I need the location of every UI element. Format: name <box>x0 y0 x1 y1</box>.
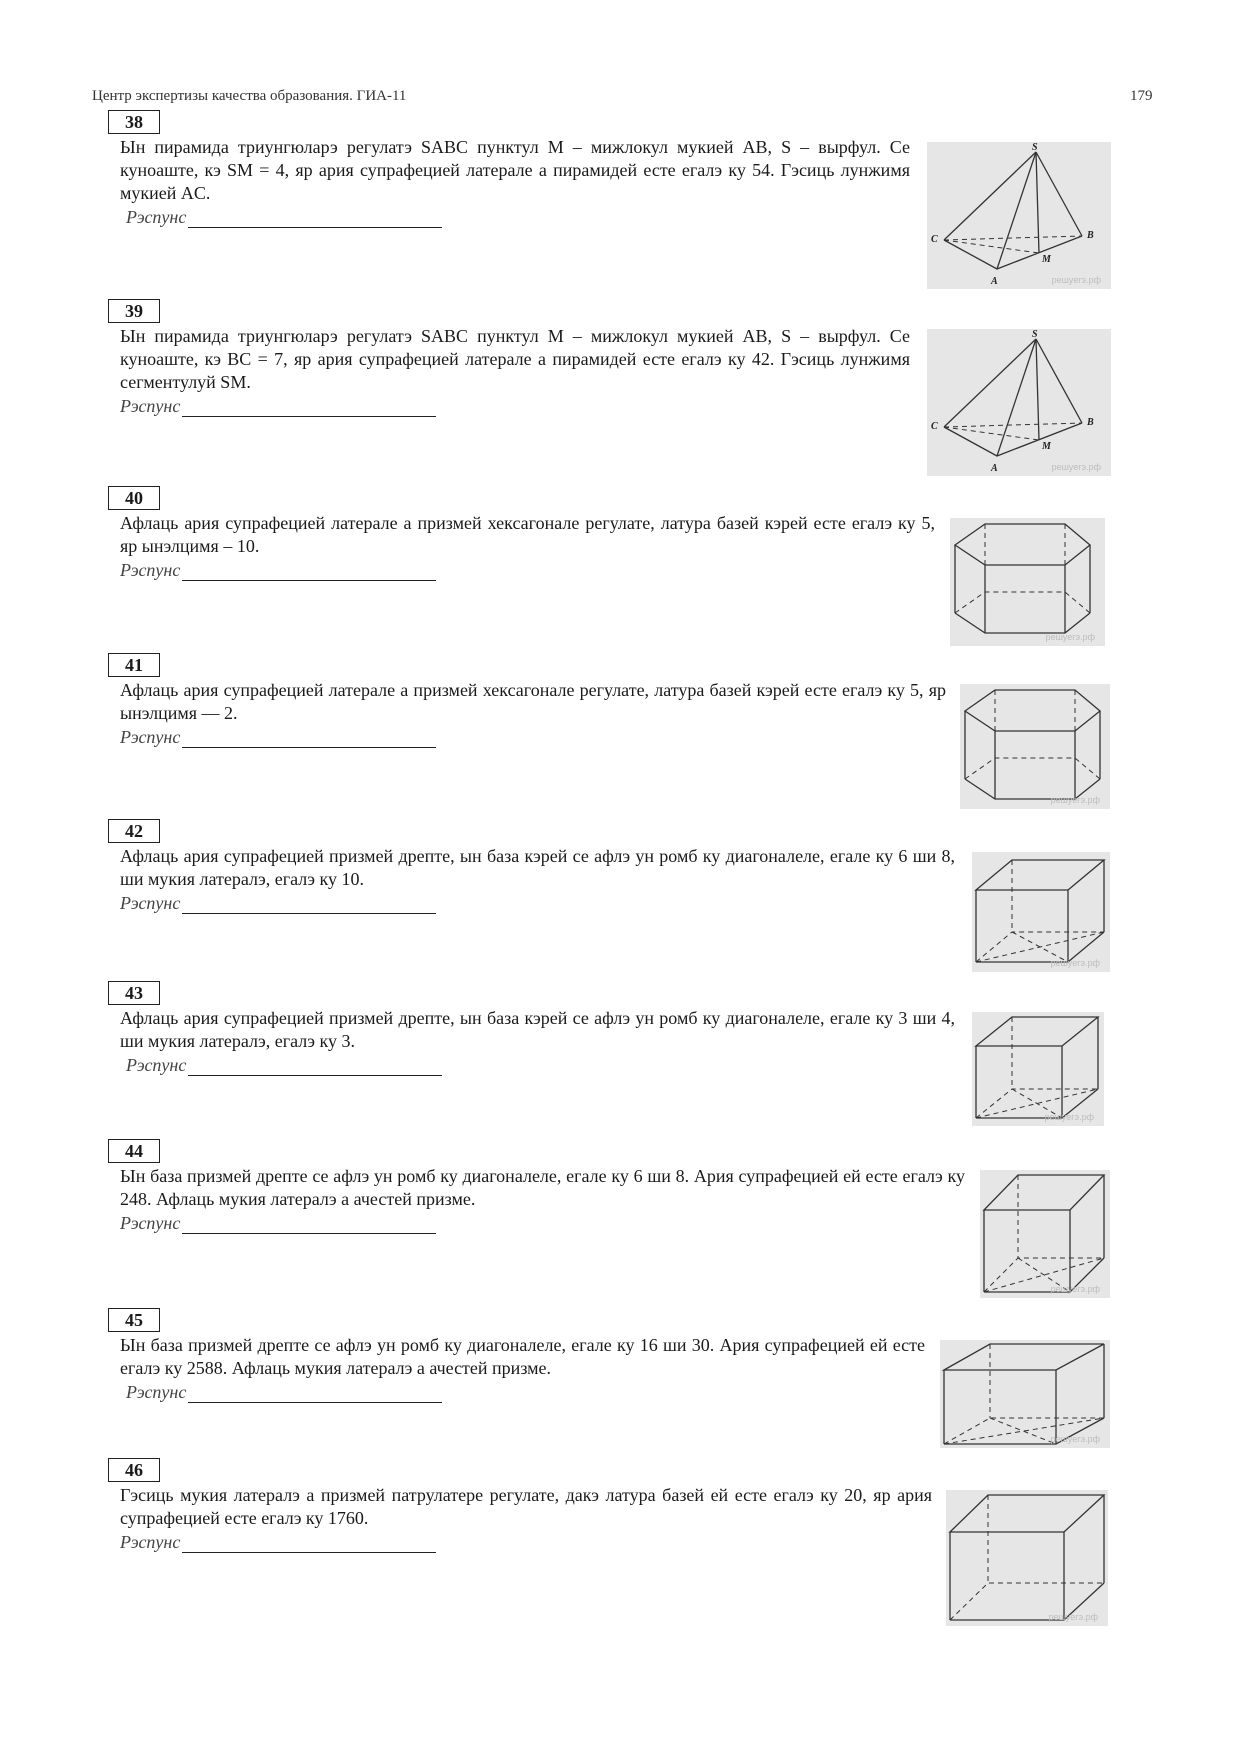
watermark: решуегэ.рф <box>1051 462 1101 472</box>
task-text: Афлаць ария супрафецией призмей дрепте, ын база кэрей се афлэ ун ромб ку диагоналеле, егале ку 6 ши 8, ши мукия латералэ, егалэ ку 10. <box>120 846 955 889</box>
answer-field[interactable] <box>120 1532 436 1553</box>
answer-line[interactable] <box>188 1384 442 1403</box>
hexagonal-prism-figure <box>960 684 1110 809</box>
task-text: Афлаць ария супрафецией призмей дрепте, ын база кэрей се афлэ ун ромб ку диагоналеле, егале ку 3 ши 4, ши мукия латералэ, егалэ ку 3. <box>120 1008 955 1051</box>
square-prism-figure <box>946 1490 1108 1626</box>
watermark: решуегэ.рф <box>1050 958 1100 968</box>
task-text: Гэсиць мукия латералэ а призмей патрулатере регулате, дакэ латура базей ей есте егалэ ку 20, яр ария супрафецией есте егалэ ку 1760. <box>120 1485 932 1528</box>
rhombic-prism-figure <box>980 1170 1110 1298</box>
watermark: решуегэ.рф <box>1048 1612 1098 1622</box>
watermark: решуегэ.рф <box>1050 795 1100 805</box>
task-text: Ын база призмей дрепте се афлэ ун ромб ку диагоналеле, егале ку 16 ши 30. Ария супрафецией ей есте егалэ ку 2588. Афлаць мукия латералэ а ачестей призме. <box>120 1335 925 1378</box>
answer-field[interactable] <box>120 1213 436 1234</box>
answer-field[interactable] <box>126 1055 442 1076</box>
answer-line[interactable] <box>182 398 436 417</box>
task-number: 41 <box>108 653 160 677</box>
vertex-label: M <box>1042 441 1051 452</box>
watermark: решуегэ.рф <box>1050 1284 1100 1294</box>
task-number: 42 <box>108 819 160 843</box>
task-number: 38 <box>108 110 160 134</box>
answer-line[interactable] <box>182 1215 436 1234</box>
pyramid-figure <box>927 142 1111 289</box>
answer-line[interactable] <box>188 1057 442 1076</box>
vertex-label: A <box>991 276 998 287</box>
answer-line[interactable] <box>182 895 436 914</box>
answer-field[interactable] <box>120 893 436 914</box>
vertex-label: S <box>1032 142 1038 153</box>
answer-field[interactable] <box>126 1382 442 1403</box>
answer-line[interactable] <box>182 562 436 581</box>
task-number: 45 <box>108 1308 160 1332</box>
answer-label: Рэспунс <box>126 1055 187 1075</box>
vertex-label: A <box>991 463 998 474</box>
vertex-label: C <box>931 421 938 432</box>
answer-field[interactable] <box>126 207 442 228</box>
rhombic-prism-figure <box>972 852 1110 972</box>
rhombic-prism-figure <box>940 1340 1110 1448</box>
task-text: Афлаць ария супрафецией латерале а призмей хексагонале регулате, латура базей кэрей есте егалэ ку 5, яр ынэлцимя – 10. <box>120 513 935 556</box>
answer-field[interactable] <box>120 560 436 581</box>
pyramid-figure <box>927 329 1111 476</box>
answer-line[interactable] <box>182 729 436 748</box>
answer-line[interactable] <box>182 1534 436 1553</box>
answer-label: Рэспунс <box>120 560 181 580</box>
answer-label: Рэспунс <box>126 207 187 227</box>
answer-label: Рэспунс <box>120 1213 181 1233</box>
answer-field[interactable] <box>120 396 436 417</box>
vertex-label: S <box>1032 329 1038 340</box>
watermark: решуегэ.рф <box>1044 1112 1094 1122</box>
answer-label: Рэспунс <box>120 893 181 913</box>
page-number: 179 <box>1130 88 1153 104</box>
answer-label: Рэспунс <box>120 396 181 416</box>
answer-label: Рэспунс <box>120 1532 181 1552</box>
watermark: решуегэ.рф <box>1050 1434 1100 1444</box>
vertex-label: M <box>1042 254 1051 265</box>
rhombic-prism-figure <box>972 1012 1104 1126</box>
vertex-label: B <box>1087 417 1094 428</box>
vertex-label: B <box>1087 230 1094 241</box>
task-text: Ын пирамида триунгюларэ регулатэ SABC пунктул M – мижлокул мукией AB, S – вырфул. Се куноаште, кэ BC = 7, яр ария супрафецией латерале а пирамидей есте егалэ ку 42. Гэсиць лунжимя сегментулуй SM. <box>120 326 910 392</box>
answer-label: Рэспунс <box>126 1382 187 1402</box>
hexagonal-prism-figure <box>950 518 1105 646</box>
task-number: 39 <box>108 299 160 323</box>
running-header: Центр экспертизы качества образования. ГИА-11 <box>92 88 407 104</box>
task-number: 40 <box>108 486 160 510</box>
task-text: Ын база призмей дрепте се афлэ ун ромб ку диагоналеле, егале ку 6 ши 8. Ария супрафецией ей есте егалэ ку 248. Афлаць мукия латералэ а ачестей призме. <box>120 1166 965 1209</box>
watermark: решуегэ.рф <box>1045 632 1095 642</box>
task-text: Ын пирамида триунгюларэ регулатэ SABC пунктул M – мижлокул мукией AB, S – вырфул. Се куноаште, кэ SM = 4, яр ария супрафецией латерале а пирамидей есте егалэ ку 54. Гэсиць лунжимя мукией AC. <box>120 137 910 203</box>
task-number: 43 <box>108 981 160 1005</box>
watermark: решуегэ.рф <box>1051 275 1101 285</box>
answer-line[interactable] <box>188 209 442 228</box>
task-number: 46 <box>108 1458 160 1482</box>
answer-field[interactable] <box>120 727 436 748</box>
task-number: 44 <box>108 1139 160 1163</box>
vertex-label: C <box>931 234 938 245</box>
task-text: Афлаць ария супрафецией латерале а призмей хексагонале регулате, латура базей кэрей есте егалэ ку 5, яр ынэлцимя — 2. <box>120 680 946 723</box>
answer-label: Рэспунс <box>120 727 181 747</box>
